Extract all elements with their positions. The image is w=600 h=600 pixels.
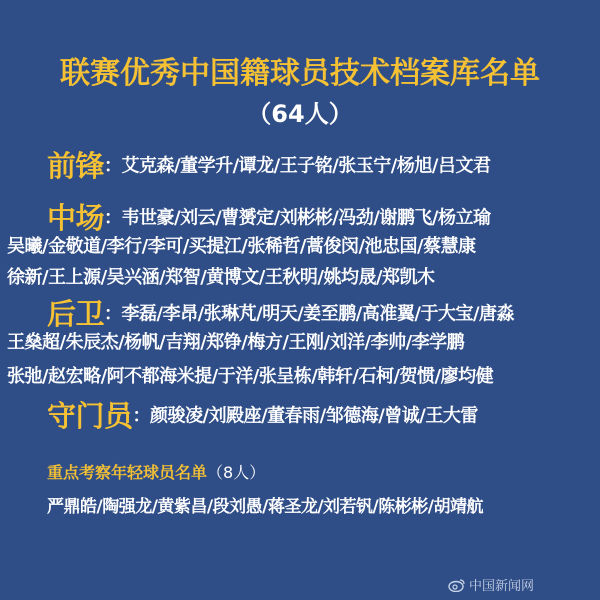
defenders-names-3: 张弛/赵宏略/阿不都海米提/于洋/张呈栋/韩轩/石柯/贺惯/廖均健 <box>7 366 494 387</box>
goalkeepers-names: 颜骏凌/刘殿座/董春雨/邹德海/曾诚/王大雷 <box>150 405 478 427</box>
defenders-names-1: 李磊/李昂/张琳芃/明天/姜至鹏/高准翼/于大宝/唐淼 <box>121 303 515 325</box>
defenders-names-2: 王燊超/朱辰杰/杨帆/吉翔/郑铮/梅方/王刚/刘洋/李帅/李学鹏 <box>7 332 465 353</box>
forwards-names: 艾克森/董学升/谭龙/王子铭/张玉宁/杨旭/吕文君 <box>121 155 491 177</box>
defenders-colon: ： <box>104 303 122 325</box>
midfielders-row <box>47 196 590 237</box>
young-players-label: 重点考察年轻球员名单 <box>47 463 208 482</box>
midfielders-names-2: 吴曦/金敬道/李行/李可/买提江/张稀哲/蒿俊闵/池忠国/蔡慧康 <box>7 236 476 257</box>
midfielders-colon: ： <box>104 207 122 229</box>
young-players-heading <box>47 460 265 483</box>
midfielders-names-1: 韦世豪/刘云/曹赟定/刘彬彬/冯劲/谢鹏飞/杨立瑜 <box>121 207 491 229</box>
page-subtitle: （64人） <box>247 100 353 128</box>
defenders-label: 后卫 <box>47 297 105 331</box>
defenders-row <box>47 292 590 333</box>
page-title: 联赛优秀中国籍球员技术档案库名单 <box>60 56 540 91</box>
weibo-icon <box>448 578 466 592</box>
forwards-colon: ： <box>104 155 122 177</box>
goalkeepers-row <box>47 394 590 435</box>
midfielders-names-3: 徐新/王上源/吴兴涵/郑智/黄博文/王秋明/姚均晟/郑凯木 <box>7 267 435 288</box>
watermark-text: 中国新闻网 <box>469 579 535 594</box>
midfielders-label: 中场 <box>47 201 105 235</box>
watermark <box>448 575 534 594</box>
forwards-row <box>47 144 590 185</box>
young-players-names: 严鼎皓/陶强龙/黄紫昌/段刘愚/蒋圣龙/刘若钒/陈彬彬/胡靖航 <box>47 497 483 517</box>
goalkeepers-colon: ： <box>132 405 151 427</box>
forwards-label: 前锋 <box>47 149 105 183</box>
goalkeepers-label: 守门员 <box>47 399 133 433</box>
young-players-count: （8人） <box>207 463 266 482</box>
